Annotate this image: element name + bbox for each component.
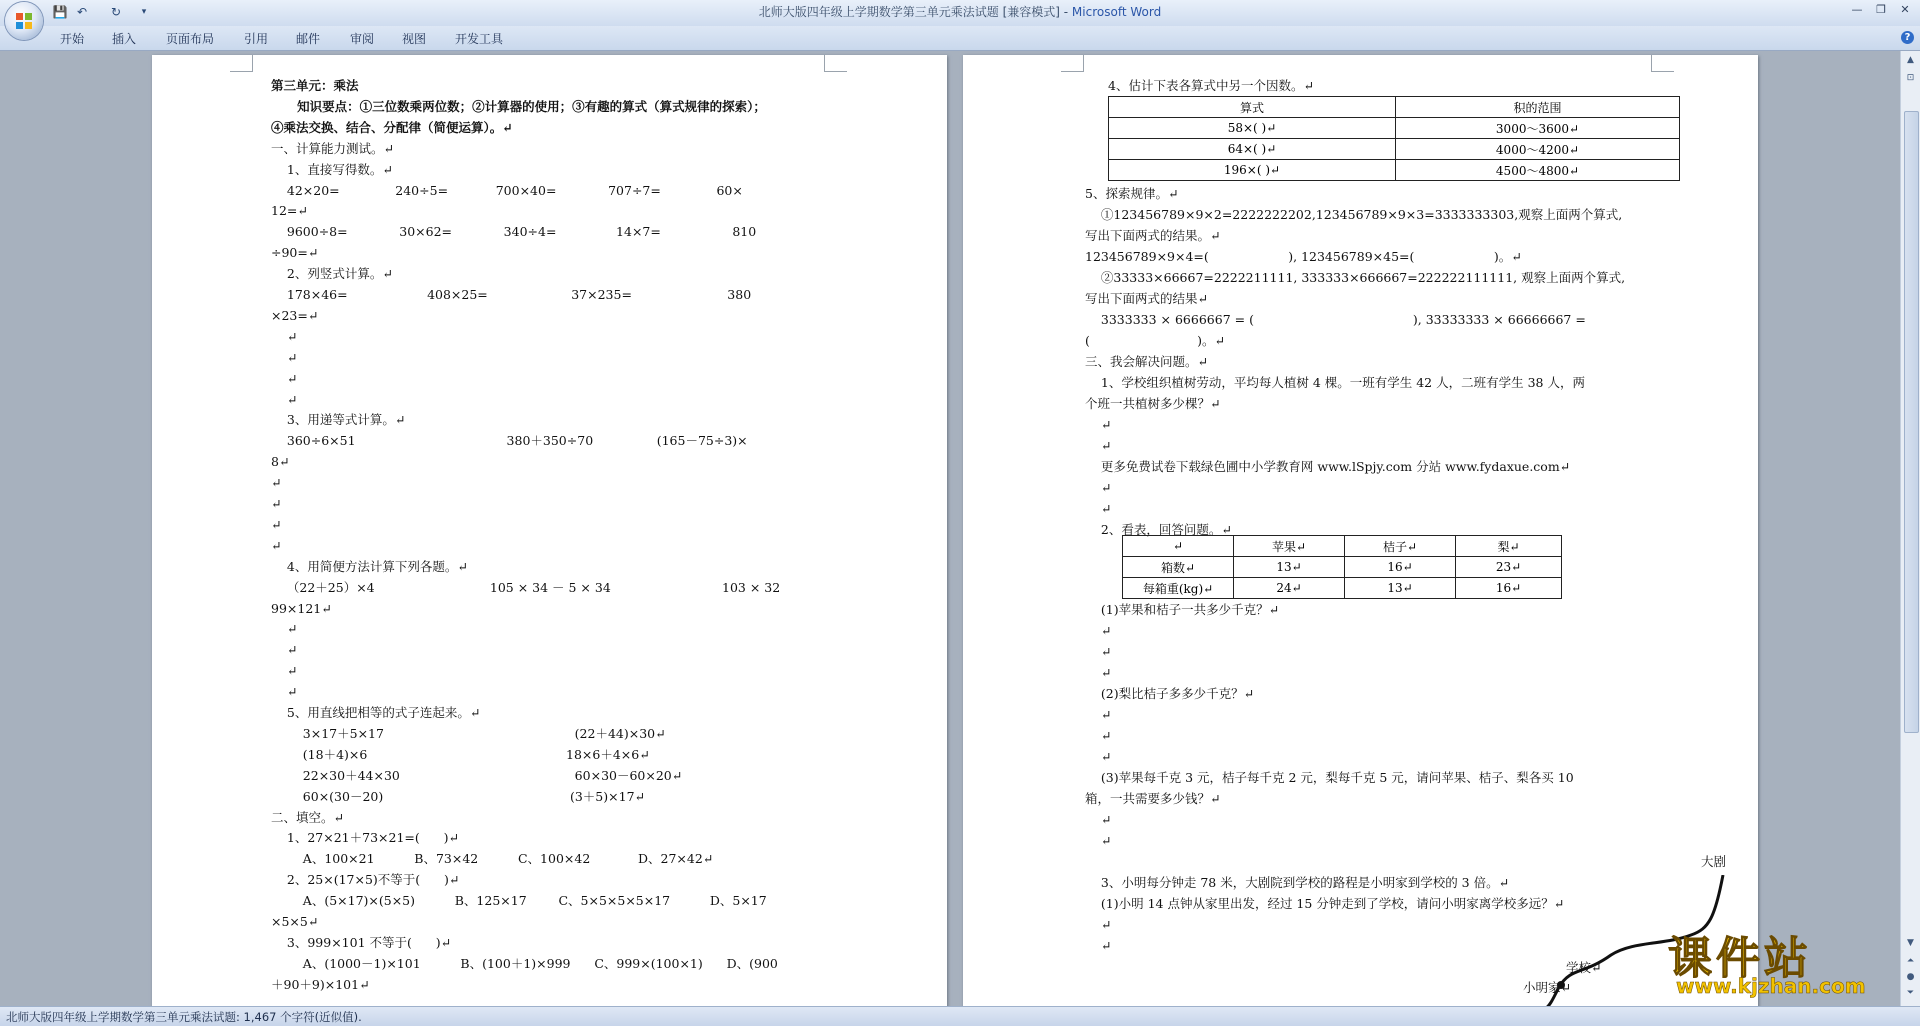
text-line: 箱，一共需要多少钱？↵ <box>1085 791 1221 806</box>
close-icon[interactable]: ✕ <box>1900 3 1910 16</box>
text-line: A、(1000－1)×101 B、(100＋1)×999 C、999×(100×1) D、(900 <box>271 955 778 971</box>
text-line: 三、我会解决问题。↵ <box>1085 354 1208 369</box>
text-line: 3、用递等式计算。↵ <box>271 412 406 428</box>
table-cell: 16↵ <box>1456 578 1562 599</box>
next-page-icon[interactable]: ⏷ <box>1906 988 1915 998</box>
table-row <box>1123 557 1562 578</box>
text-line: ↵ <box>1085 623 1112 638</box>
text-line: 178×46= 408×25= 37×235= 380 <box>271 287 752 302</box>
save-icon[interactable]: 💾 <box>52 5 68 19</box>
text-line: ↵ <box>1085 665 1112 680</box>
tab-page-layout[interactable]: 页面布局 <box>166 32 215 46</box>
page-right[interactable] <box>963 55 1758 1006</box>
table-cell: 24↵ <box>1234 578 1345 599</box>
text-line: (1)小明 14 点钟从家里出发，经过 15 分钟走到了学校，请问小明家离学校多远？↵ <box>1085 896 1565 911</box>
text-line: 二、填空。↵ <box>271 809 344 825</box>
text-line: 5、探索规律。↵ <box>1085 186 1179 201</box>
text-line: A、100×21 B、73×42 C、100×42 D、27×42↵ <box>271 851 714 867</box>
text-line: 4、用简便方法计算下列各题。↵ <box>271 558 468 574</box>
text-line: 3、999×101 不等于( )↵ <box>271 934 452 950</box>
status-text: 北师大版四年级上学期数学第三单元乘法试题: 1,467 个字符(近似值). <box>6 1010 362 1024</box>
text-line: ↵ <box>271 663 298 679</box>
text-line: 个班一共植树多少棵？↵ <box>1085 396 1221 411</box>
text-line: 写出下面两式的结果↵ <box>1085 291 1208 306</box>
undo-icon[interactable]: ↶ <box>76 5 88 19</box>
table-header-cell: 苹果↵ <box>1234 536 1345 557</box>
text-line: 写出下面两式的结果。↵ <box>1085 228 1221 243</box>
text-line: ( )。↵ <box>1085 333 1226 348</box>
tab-mailings[interactable]: 邮件 <box>296 32 321 46</box>
previous-page-icon[interactable]: ⏶ <box>1906 956 1915 966</box>
watermark-url: www.kjzhan.com <box>1676 974 1866 998</box>
tab-developer[interactable]: 开发工具 <box>455 32 504 46</box>
text-line: 8↵ <box>271 454 290 470</box>
status-bar <box>0 1006 1920 1026</box>
table-cell: 13↵ <box>1234 557 1345 578</box>
text-line: 12=↵ <box>271 203 308 219</box>
title-bar <box>0 0 1920 27</box>
text-line: 2、看表，回答问题。↵ <box>1085 522 1232 537</box>
text-line: ↵ <box>1085 812 1112 827</box>
text-line: ↵ <box>1085 480 1112 495</box>
text-line: (18＋4)×6 18×6＋4×6↵ <box>271 746 650 762</box>
table-cell: 16↵ <box>1345 557 1456 578</box>
tab-view[interactable]: 视图 <box>402 32 427 46</box>
text-line: 99×121↵ <box>271 600 332 616</box>
text-line: ↵ <box>1085 938 1112 953</box>
text-line: ↵ <box>1085 728 1112 743</box>
help-icon[interactable]: ? <box>1901 31 1914 44</box>
table-header-row <box>1123 536 1562 557</box>
minimize-icon[interactable]: — <box>1851 3 1863 16</box>
scroll-down-icon[interactable]: ▼ <box>1907 938 1914 948</box>
table-cell[interactable]: 196×( )↵ <box>1109 160 1396 181</box>
text-line: ↵ <box>1085 707 1112 722</box>
tab-home[interactable]: 开始 <box>60 32 85 46</box>
table-cell: 箱数↵ <box>1123 557 1234 578</box>
document-area <box>0 51 1900 1006</box>
table-row <box>1109 118 1680 139</box>
text-line: (3)苹果每千克 3 元，桔子每千克 2 元，梨每千克 5 元，请问苹果、桔子、梨各买 10 <box>1085 770 1574 785</box>
vertical-scrollbar[interactable] <box>1900 51 1920 1006</box>
table-header-cell: 积的范围 <box>1396 97 1680 118</box>
text-line: 123456789×9×4=( ), 123456789×45=( )。↵ <box>1085 249 1522 264</box>
text-line: ↵ <box>271 475 282 491</box>
text-line: ②33333×66667=2222211111, 333333×666667=222222111111, 观察上面两个算式, <box>1085 270 1626 285</box>
text-line: ↵ <box>1085 749 1112 764</box>
text-line: ↵ <box>271 621 298 637</box>
table-row <box>1109 160 1680 181</box>
text-line: ↵ <box>271 537 282 553</box>
text-line: ×23=↵ <box>271 307 319 323</box>
table-cell[interactable]: 64×( )↵ <box>1109 139 1396 160</box>
text-line: ×5×5↵ <box>271 914 319 929</box>
text-line: ÷90=↵ <box>271 245 319 261</box>
estimate-table <box>1108 96 1680 181</box>
ribbon-tab-bar <box>0 26 1920 51</box>
watermark-logo <box>1668 922 1908 1002</box>
text-line: 3×17＋5×17 (22＋44)×30↵ <box>271 725 666 741</box>
table-row <box>1109 139 1680 160</box>
text-line: A、(5×17)×(5×5) B、125×17 C、5×5×5×5×17 D、5×17 <box>271 893 767 909</box>
text-line: ↵ <box>271 391 298 407</box>
text-line: 360÷6×51 380＋350÷70 (165－75÷3)× <box>271 433 748 449</box>
watermark-text: 课件站 <box>1668 933 1812 984</box>
home-label: 小明家↵ <box>1523 980 1571 995</box>
select-browse-object-icon[interactable]: ● <box>1906 972 1915 982</box>
table-cell: 13↵ <box>1345 578 1456 599</box>
table-cell: 4000～4200↵ <box>1396 139 1680 160</box>
text-line: ↵ <box>271 496 282 511</box>
text-line: 3333333 × 6666667 = ( ), 33333333 × 66666667 = <box>1085 312 1586 327</box>
table-header-cell: 梨↵ <box>1456 536 1562 557</box>
text-line: 1、学校组织植树劳动，平均每人植树 4 棵。一班有学生 42 人，二班有学生 38 人，两 <box>1085 375 1585 390</box>
text-line: （22＋25）×4 105 × 34 － 5 × 34 103 × 32 <box>271 579 781 595</box>
text-line: ↵ <box>1085 917 1112 932</box>
customize-qat-icon[interactable]: ▾ <box>141 7 147 17</box>
text-line: ↵ <box>271 370 298 386</box>
table-header-cell: 算式 <box>1109 97 1396 118</box>
text-line: ↵ <box>271 349 298 365</box>
table-cell: 23↵ <box>1456 557 1562 578</box>
table-cell: 每箱重(kg)↵ <box>1123 578 1234 599</box>
table-cell: 4500～4800↵ <box>1396 160 1680 181</box>
text-line: ↵ <box>1085 644 1112 659</box>
theater-label: 大剧 <box>1701 854 1727 869</box>
text-line: ↵ <box>271 516 282 532</box>
margin-corner-mark <box>230 55 253 72</box>
restore-icon[interactable]: ❐ <box>1876 3 1886 16</box>
text-line: ①123456789×9×2=2222222202,123456789×9×3=3333333303,观察上面两个算式, <box>1085 207 1623 222</box>
tab-review[interactable]: 审阅 <box>350 32 375 46</box>
margin-corner-mark <box>824 55 847 72</box>
document-title: 北师大版四年级上学期数学第三单元乘法试题 [兼容模式] - <box>758 5 1072 19</box>
scrollbar-thumb[interactable] <box>1904 111 1919 733</box>
text-line: ↵ <box>1085 501 1112 516</box>
margin-corner-mark <box>1061 55 1084 72</box>
text-line: 9600÷8= 30×62= 340÷4= 14×7= 810 <box>271 224 757 240</box>
text-line: ↵ <box>1085 417 1112 432</box>
text-line: ＋90＋9)×101↵ <box>271 976 370 992</box>
table-header-cell: 桔子↵ <box>1345 536 1456 557</box>
text-line: 第三单元：乘法 <box>271 78 359 93</box>
app-name: Microsoft Word <box>1071 5 1162 19</box>
redo-icon[interactable]: ↻ <box>110 5 122 19</box>
text-line: (2)梨比桔子多多少千克？↵ <box>1085 686 1255 701</box>
text-line: 42×20= 240÷5= 700×40= 707÷7= 60× <box>271 182 743 198</box>
page-left[interactable] <box>152 55 947 1006</box>
text-line: 22×30＋44×30 60×30－60×20↵ <box>271 767 683 783</box>
table-header-cell: ↵ <box>1123 536 1234 557</box>
tab-references[interactable]: 引用 <box>244 32 269 46</box>
text-line: ↵ <box>271 642 298 658</box>
table-header-row <box>1109 97 1680 118</box>
text-line: 1、27×21＋73×21=( )↵ <box>271 830 459 846</box>
table-cell: 3000～3600↵ <box>1396 118 1680 139</box>
text-line: ↵ <box>271 328 298 344</box>
scroll-up-icon[interactable]: ▲ <box>1907 55 1914 65</box>
text-line: 60×(30－20) (3＋5)×17↵ <box>271 788 645 804</box>
tab-insert[interactable]: 插入 <box>112 32 137 46</box>
text-line: 5、用直线把相等的式子连起来。↵ <box>271 705 481 720</box>
text-line: ↵ <box>1085 438 1112 453</box>
text-line: 2、25×(17×5)不等于( )↵ <box>271 872 460 888</box>
margin-corner-mark <box>1651 55 1674 72</box>
text-line: 2、列竖式计算。↵ <box>271 266 393 282</box>
table-cell[interactable]: 58×( )↵ <box>1109 118 1396 139</box>
text-line: 1、直接写得数。↵ <box>271 161 393 177</box>
window-title <box>0 0 1920 26</box>
text-line: (1)苹果和桔子一共多少千克？↵ <box>1085 602 1280 617</box>
text-line: ↵ <box>1085 833 1112 848</box>
fruit-table <box>1122 535 1562 599</box>
text-line: ↵ <box>271 684 298 700</box>
text-line: ④乘法交换、结合、分配律（简便运算）。↵ <box>271 119 513 135</box>
table-row <box>1123 578 1562 599</box>
question-heading: 4、估计下表各算式中另一个因数。↵ <box>1108 78 1314 93</box>
text-line: 一、计算能力测试。↵ <box>271 140 394 156</box>
office-logo-icon <box>16 13 32 29</box>
text-line: 3、小明每分钟走 78 米，大剧院到学校的路程是小明家到学校的 3 倍。↵ <box>1085 875 1510 890</box>
text-line: 知识要点：①三位数乘两位数；②计算器的使用；③有趣的算式（算式规律的探索）； <box>271 98 766 114</box>
office-button[interactable] <box>5 2 43 40</box>
school-label: 学校↵ <box>1566 960 1602 975</box>
text-line: 更多免费试卷下载绿色圃中小学教育网 www.lSpjy.com 分站 www.fydaxue.com↵ <box>1085 459 1571 474</box>
ruler-toggle-icon[interactable]: ⊡ <box>1906 73 1915 83</box>
